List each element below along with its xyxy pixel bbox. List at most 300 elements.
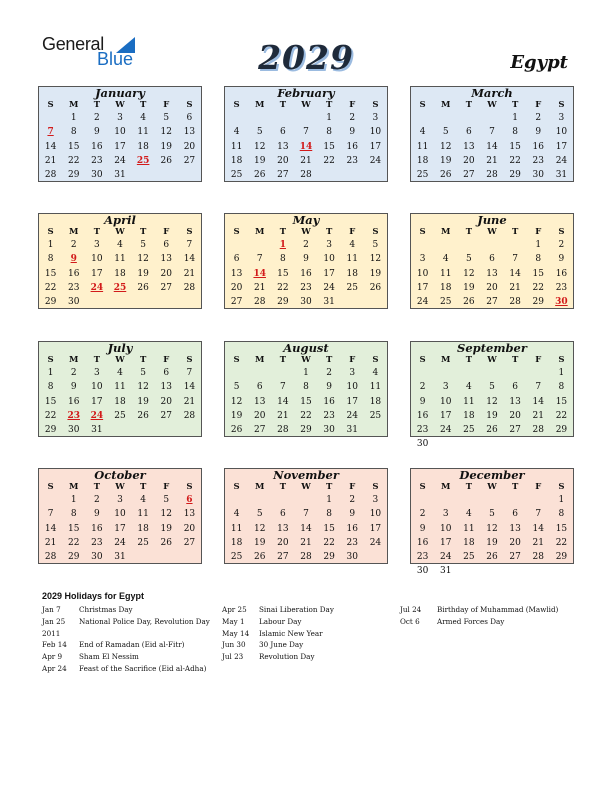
empty-day-cell [85,564,108,578]
holiday-day-cell: 7 [47,127,54,138]
weekday-label: S [186,227,193,237]
empty-day-cell [178,182,201,196]
day-cell: 1 [558,368,565,378]
day-cell: 3 [442,509,449,520]
day-cell: 26 [369,282,382,293]
week-row [411,507,573,521]
day-cell: 29 [67,552,80,563]
empty-day-cell [527,437,550,451]
weekday-label: T [465,355,473,365]
day-cell: 23 [416,552,429,563]
day-cell: 12 [486,396,498,407]
week-row [225,423,387,437]
day-cell: 3 [117,495,123,505]
day-cell: 21 [183,396,196,407]
weekday-label: T [93,482,101,492]
holiday-name: Sham El Nessim [79,652,139,662]
holiday-name: Christmas Day [79,605,133,614]
day-cell: 9 [303,254,309,265]
day-cell: 28 [277,425,289,436]
day-cell: 18 [439,282,452,293]
weekday-label: F [349,227,356,237]
day-cell: 26 [439,170,452,181]
day-cell: 17 [416,282,429,293]
day-cell: 19 [369,268,382,279]
empty-day-cell [364,295,387,309]
holiday-entry [400,604,558,616]
day-cell: 19 [160,523,172,534]
day-cell: 7 [256,254,263,265]
weekday-label: M [69,355,79,365]
holiday-name: 2011 [42,628,61,638]
day-cell: 16 [416,410,429,421]
day-cell: 30 [346,552,358,563]
week-row [39,564,201,578]
month-name: March [471,86,513,100]
holiday-date: Jun 30 [222,640,246,650]
day-cell: 2 [70,240,77,250]
month-days-table [411,100,573,197]
day-cell: 19 [486,410,498,421]
day-cell: 14 [486,141,498,152]
empty-day-cell [504,366,527,380]
day-cell: 5 [256,509,263,520]
day-cell: 10 [114,127,126,138]
holiday-day-cell: 25 [136,155,150,166]
day-cell: 17 [114,523,126,534]
day-cell: 30 [532,170,544,181]
day-cell: 14 [532,523,544,534]
day-cell: 11 [230,523,243,534]
day-cell: 22 [323,537,335,548]
week-row [39,536,201,550]
day-cell: 1 [535,240,542,250]
day-cell: 18 [463,410,475,421]
week-row [225,281,387,295]
day-cell: 18 [346,268,358,279]
day-cell: 27 [277,552,289,563]
empty-day-cell [364,550,387,564]
month-days-table [39,355,201,452]
day-cell: 7 [303,127,309,138]
day-cell: 27 [509,552,521,563]
empty-day-cell [457,366,480,380]
day-cell: 12 [160,127,172,138]
week-row [225,238,387,252]
month-name: April [104,213,136,227]
empty-day-cell [225,111,248,125]
month-name: July [107,341,133,355]
week-row [411,238,573,252]
month-august [224,341,388,437]
week-row [411,168,573,182]
day-cell: 20 [277,537,289,548]
empty-day-cell [504,309,527,323]
day-cell: 24 [346,410,358,421]
week-row [411,154,573,168]
weekday-label: S [372,100,379,110]
empty-day-cell [294,111,317,125]
empty-day-cell [550,182,573,196]
empty-day-cell [225,182,248,196]
empty-day-cell [225,564,248,578]
week-row [225,182,387,196]
day-cell: 7 [186,368,193,378]
day-cell: 26 [137,410,149,421]
weekday-label: S [558,227,565,237]
empty-day-cell [434,309,457,323]
day-cell: 12 [137,254,149,265]
year-title: 2029 [258,38,354,77]
weekday-label: T [279,482,287,492]
empty-day-cell [457,238,480,252]
empty-day-cell [411,493,434,507]
empty-day-cell [178,437,201,451]
day-cell: 28 [253,297,266,308]
day-cell: 27 [509,425,521,436]
empty-day-cell [434,238,457,252]
day-cell: 9 [326,382,332,393]
day-cell: 20 [253,410,266,421]
day-cell: 27 [183,537,196,548]
day-cell: 5 [489,509,495,520]
holiday-name: Armed Forces Day [437,616,505,626]
day-cell: 12 [439,141,452,152]
day-cell: 14 [300,523,312,534]
holiday-date: Oct 6 [400,616,420,626]
day-cell: 21 [183,268,196,279]
day-cell: 16 [532,141,544,152]
holiday-entry [222,639,334,651]
weekday-label: M [255,227,265,237]
day-cell: 12 [253,523,266,534]
empty-day-cell [155,423,178,437]
day-cell: 20 [183,141,196,152]
day-cell: 15 [67,141,80,152]
day-cell: 9 [349,127,356,138]
day-cell: 10 [323,254,335,265]
day-cell: 3 [349,368,356,378]
day-cell: 24 [439,552,452,563]
empty-day-cell [271,493,294,507]
weekday-label: W [301,227,311,237]
day-cell: 28 [44,552,57,563]
empty-day-cell [155,437,178,451]
day-cell: 1 [326,113,332,123]
weekday-label: W [301,482,311,492]
empty-day-cell [132,423,155,437]
empty-day-cell [155,564,178,578]
day-cell: 22 [555,410,568,421]
day-cell: 19 [463,282,475,293]
day-cell: 22 [67,537,80,548]
day-cell: 30 [91,170,103,181]
day-cell: 24 [369,537,382,548]
day-cell: 29 [555,552,568,563]
holiday-day-cell: 24 [90,282,104,293]
day-cell: 14 [532,396,544,407]
week-row [225,493,387,507]
weekday-label: M [255,482,265,492]
day-cell: 20 [160,268,172,279]
empty-day-cell [62,309,85,323]
week-row [411,564,573,578]
day-cell: 25 [369,410,382,421]
empty-day-cell [434,437,457,451]
empty-day-cell [271,366,294,380]
day-cell: 18 [137,141,149,152]
day-cell: 17 [323,268,335,279]
day-cell: 20 [183,523,196,534]
empty-day-cell [108,564,131,578]
day-cell: 8 [535,254,542,265]
day-cell: 15 [323,523,335,534]
day-cell: 25 [463,552,475,563]
day-cell: 4 [349,240,356,250]
month-february [224,86,388,182]
week-row [411,409,573,423]
day-cell: 21 [277,410,289,421]
empty-day-cell [39,437,62,451]
month-days-table [225,227,387,324]
day-cell: 2 [419,382,426,393]
month-days-table [225,482,387,579]
holiday-day-cell: 30 [555,297,568,308]
weekday-label: T [325,227,333,237]
logo-text-blue: Blue [97,49,134,69]
week-row [411,550,573,564]
holiday-column [400,604,558,628]
day-cell: 9 [419,396,426,407]
day-cell: 4 [465,382,472,393]
day-cell: 13 [509,396,521,407]
day-cell: 17 [369,141,382,152]
day-cell: 3 [117,113,123,123]
holiday-column [222,604,334,663]
empty-day-cell [294,437,317,451]
weekday-label: S [558,355,565,365]
empty-day-cell [155,182,178,196]
day-cell: 27 [230,297,243,308]
week-row [39,125,201,139]
week-row [39,168,201,182]
day-cell: 23 [323,410,335,421]
empty-day-cell [341,437,364,451]
empty-day-cell [480,309,503,323]
day-cell: 27 [253,425,266,436]
day-cell: 8 [70,127,77,138]
day-cell: 26 [253,170,266,181]
day-cell: 23 [346,155,358,166]
holiday-name: Sinai Liberation Day [259,605,334,614]
day-cell: 28 [300,552,312,563]
day-cell: 21 [532,537,544,548]
weekday-label: T [465,100,473,110]
holiday-day-cell: 23 [67,410,80,421]
day-cell: 19 [137,396,149,407]
day-cell: 7 [535,382,542,393]
weekday-label: F [163,482,170,492]
week-row [39,140,201,154]
day-cell: 14 [183,254,196,265]
weekday-label: T [465,227,473,237]
weekday-label: W [115,482,125,492]
empty-day-cell [108,309,131,323]
holiday-day-cell: 9 [70,254,77,265]
day-cell: 6 [512,382,518,393]
day-cell: 31 [114,552,126,563]
day-cell: 23 [91,155,103,166]
empty-day-cell [85,309,108,323]
day-cell: 16 [300,268,312,279]
empty-day-cell [550,564,573,578]
empty-day-cell [248,366,271,380]
empty-day-cell [178,295,201,309]
day-cell: 15 [323,141,335,152]
month-name: October [94,468,146,482]
weekday-label: W [301,100,311,110]
week-row [411,380,573,394]
day-cell: 8 [47,254,54,265]
day-cell: 18 [114,396,126,407]
day-cell: 25 [230,170,243,181]
week-row [411,295,573,309]
day-cell: 7 [303,509,309,520]
weekday-label: T [511,227,519,237]
day-cell: 28 [183,282,196,293]
empty-day-cell [318,309,341,323]
day-cell: 14 [183,382,196,393]
day-cell: 25 [230,552,243,563]
day-cell: 25 [114,410,126,421]
day-cell: 8 [279,254,286,265]
empty-day-cell [39,564,62,578]
month-name: November [273,468,339,482]
day-cell: 28 [486,170,498,181]
empty-day-cell [39,111,62,125]
day-cell: 13 [486,268,498,279]
weekday-label: F [349,355,356,365]
week-row [39,366,201,380]
day-cell: 30 [67,425,80,436]
holiday-day-cell: 14 [299,141,313,152]
week-row [225,522,387,536]
weekday-label: S [186,482,193,492]
day-cell: 12 [486,523,498,534]
holiday-date: May 14 [222,628,250,638]
day-cell: 28 [509,297,521,308]
weekday-label: S [186,355,193,365]
day-cell: 26 [486,552,498,563]
day-cell: 10 [369,127,382,138]
day-cell: 15 [300,396,312,407]
day-cell: 3 [558,113,565,123]
day-cell: 23 [91,537,103,548]
day-cell: 18 [230,537,243,548]
day-cell: 1 [558,495,565,505]
day-cell: 8 [512,127,518,138]
holiday-date: Apr 25 [222,605,247,614]
day-cell: 4 [117,240,123,250]
day-cell: 14 [44,523,57,534]
weekday-label: M [441,355,451,365]
month-march [410,86,574,182]
holiday-name: End of Ramadan (Eid al-Fitr) [79,640,185,650]
holiday-entry [222,616,334,628]
week-row [39,507,201,521]
week-row [411,493,573,507]
empty-day-cell [271,437,294,451]
day-cell: 4 [372,368,379,378]
empty-day-cell [85,295,108,309]
day-cell: 20 [486,282,498,293]
empty-day-cell [39,309,62,323]
day-cell: 31 [555,170,568,181]
day-cell: 27 [160,282,172,293]
day-cell: 2 [349,495,356,505]
empty-day-cell [457,309,480,323]
empty-day-cell [364,437,387,451]
week-row [225,125,387,139]
month-may [224,213,388,309]
day-cell: 22 [67,155,80,166]
weekday-label: S [233,227,240,237]
day-cell: 11 [439,268,452,279]
day-cell: 19 [137,268,149,279]
holiday-date: Jul 23 [222,652,244,662]
day-cell: 7 [535,509,542,520]
day-cell: 3 [93,240,100,250]
day-cell: 30 [300,297,312,308]
holiday-date: Apr 9 [42,652,63,662]
weekday-label: M [69,227,79,237]
week-row [39,238,201,252]
day-cell: 16 [67,396,80,407]
day-cell: 10 [439,396,452,407]
day-cell: 13 [277,523,289,534]
day-cell: 20 [509,410,521,421]
empty-day-cell [178,564,201,578]
day-cell: 3 [326,240,332,250]
weekday-label: T [139,100,147,110]
weekday-label: S [233,100,240,110]
day-cell: 7 [279,382,286,393]
logo-text-general: General [42,34,104,54]
weekday-label: T [279,227,287,237]
empty-day-cell [434,493,457,507]
weekday-label: M [441,227,451,237]
day-cell: 2 [303,240,309,250]
weekday-label: S [419,227,426,237]
empty-day-cell [62,437,85,451]
day-cell: 15 [44,396,57,407]
empty-day-cell [155,550,178,564]
day-cell: 9 [70,382,77,393]
weekday-label: W [115,355,125,365]
weekday-label: T [139,227,147,237]
holiday-day-cell: 1 [279,240,286,250]
day-cell: 6 [465,127,472,138]
day-cell: 5 [140,240,146,250]
day-cell: 9 [349,509,356,520]
weekday-label: F [535,100,542,110]
day-cell: 22 [277,282,289,293]
week-row [39,309,201,323]
empty-day-cell [132,168,155,182]
day-cell: 16 [91,141,103,152]
week-row [225,252,387,266]
weekday-label: F [349,482,356,492]
